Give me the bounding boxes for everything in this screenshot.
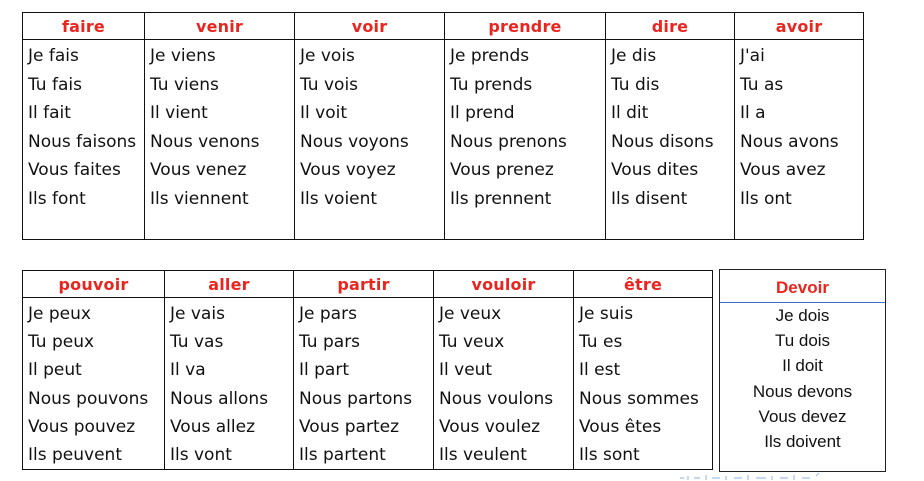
conjugated-form: Ils ont [740,188,792,209]
verb-heading: être [574,271,713,298]
conjugated-form: Nous partons [299,388,413,409]
conjugated-form: Ils doivent [764,431,841,451]
conjugated-form: J'ai [740,46,765,66]
verb-heading: vouloir [434,271,574,298]
forms-list [434,298,573,469]
conjugated-form: Je dois [775,306,830,325]
conjugated-form: Il prend [450,103,515,124]
conjugated-form: Il vient [150,103,208,124]
conjugated-form: Ils veulent [439,444,527,465]
forms-list [606,40,734,214]
conjugated-form: Vous êtes [579,416,662,437]
verb-heading-devoir: Devoir [720,270,885,303]
verb-forms-cell [735,40,864,240]
conjugated-form: Tu pars [299,332,361,353]
conjugation-row [23,40,864,240]
verb-header-row [23,13,864,40]
conjugated-form: Vous devez [758,406,847,426]
conjugated-form: Ils partent [299,444,386,465]
conjugated-form: Il fait [28,103,71,124]
forms-list [23,40,144,214]
verb-forms-cell [434,298,574,470]
conjugation-table-top [22,12,864,240]
conjugated-form: Je prends [450,46,530,66]
conjugated-form: Ils peuvent [28,444,122,465]
conjugated-form: Il doit [782,356,823,376]
forms-list [145,40,294,214]
conjugated-form: Il peut [28,360,82,381]
verb-forms-cell [23,40,145,240]
conjugated-form: Tu dis [611,74,660,95]
conjugated-form: Je peux [28,304,91,324]
verb-forms-cell [574,298,713,470]
conjugation-row [23,298,713,470]
conjugated-form: Tu viens [150,74,219,95]
verb-heading: faire [23,13,145,40]
conjugated-form: Vous faites [28,160,121,181]
verb-heading: partir [294,271,434,298]
conjugated-form: Je vois [300,46,355,66]
verb-heading: prendre [445,13,606,40]
conjugated-form: Nous venons [150,131,260,152]
conjugated-form: Vous allez [170,416,255,437]
verb-forms-cell [295,40,445,240]
conjugated-form: Il veut [439,360,493,381]
conjugated-form: Tu dois [774,331,831,351]
verb-forms-cell [445,40,606,240]
conjugated-form: Il voit [300,103,347,124]
verb-forms-cell [145,40,295,240]
conjugated-form: Tu as [740,74,784,95]
forms-list [735,40,863,214]
conjugated-form: Nous voulons [439,388,554,409]
conjugated-form: Nous allons [170,388,269,409]
verb-forms-cell [165,298,294,470]
conjugated-form: Il est [579,360,621,381]
conjugated-form: Vous pouvez [28,416,136,437]
verb-forms-cell [294,298,434,470]
forms-list [294,298,433,469]
scan-artifact-marks [676,470,836,481]
conjugated-form: Il va [170,360,206,381]
conjugated-form: Ils sont [579,444,640,465]
conjugated-form: Tu prends [450,74,533,95]
conjugated-form: Il part [299,360,350,381]
conjugated-form: Ils voient [300,188,378,209]
verb-heading: aller [165,271,294,298]
conjugated-form: Nous faisons [28,131,137,152]
conjugated-form: Nous pouvons [28,388,149,409]
conjugated-form: Je viens [150,46,216,66]
devoir-box [719,269,886,472]
conjugated-form: Je suis [579,304,634,324]
conjugated-form: Ils viennent [150,188,249,209]
conjugated-form: Vous avez [740,160,826,181]
conjugated-form: Ils disent [611,188,688,209]
conjugated-form: Ils font [28,188,86,209]
verb-header-row [23,271,713,298]
forms-list [23,298,164,469]
conjugated-form: Nous voyons [300,131,409,152]
conjugated-form: Vous prenez [450,160,554,181]
conjugated-form: Je veux [439,304,502,324]
conjugated-form: Nous devons [752,381,853,401]
conjugated-form: Nous avons [740,131,839,152]
conjugated-form: Tu vois [300,74,359,95]
conjugated-form: Vous partez [299,416,399,437]
verb-heading: voir [295,13,445,40]
conjugated-form: Il dit [611,103,649,124]
verb-heading: venir [145,13,295,40]
conjugated-form: Tu es [579,332,623,353]
conjugated-form: Je fais [28,46,79,66]
conjugated-form: Ils prennent [450,188,552,209]
verb-forms-cell [23,298,165,470]
verb-heading: avoir [735,13,864,40]
forms-list [574,298,712,469]
conjugated-form: Tu veux [439,332,505,353]
conjugated-form: Il a [740,103,766,124]
conjugated-form: Tu fais [28,74,82,95]
conjugated-form: Je pars [299,304,357,324]
conjugated-form: Vous voyez [300,160,396,181]
conjugated-form: Nous prenons [450,131,567,152]
forms-list [165,298,293,469]
conjugated-form: Tu vas [170,332,224,353]
verb-forms-cell [606,40,735,240]
verb-heading: dire [606,13,735,40]
conjugated-form: Vous voulez [439,416,541,437]
conjugated-form: Tu peux [28,332,95,353]
conjugated-form: Vous venez [150,160,247,181]
conjugated-form: Ils vont [170,444,232,465]
verb-heading: pouvoir [23,271,165,298]
devoir-forms [720,303,885,454]
conjugated-form: Nous disons [611,131,714,152]
forms-list [445,40,605,214]
conjugated-form: Je vais [170,304,225,324]
conjugated-form: Vous dites [611,160,699,181]
conjugated-form: Je dis [611,46,657,66]
forms-list [295,40,444,214]
conjugation-table-bottom [22,270,713,470]
conjugated-form: Nous sommes [579,388,699,409]
